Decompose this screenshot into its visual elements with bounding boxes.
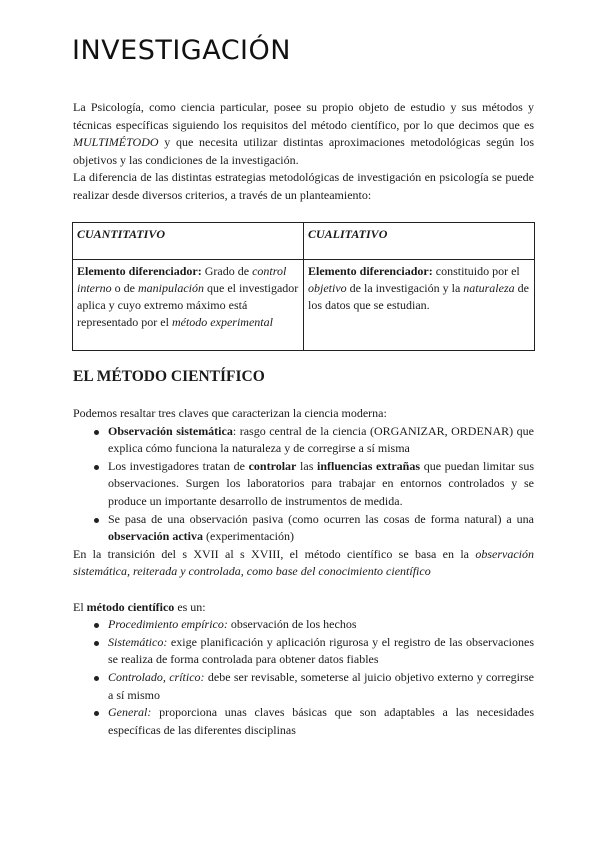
text: La Psicología, como ciencia particular, posee su propio objeto de estudio y sus métodos y técnicas específicas siguiendo los requisitos del método científico, por lo que decimos que es: [73, 100, 534, 132]
text: de la investigación y la: [346, 281, 464, 295]
text: (experimentación): [203, 529, 294, 544]
comparison-table: [72, 222, 535, 351]
transition-paragraph: [73, 546, 534, 581]
label: Elemento diferenciador:: [77, 264, 202, 278]
list-item: [108, 458, 534, 511]
intro: [73, 99, 534, 205]
text: exige planificación y aplicación rigurosa y el registro de las observaciones se realiza de forma controlada para obtener datos fiables: [108, 634, 534, 667]
text: observación de los hechos: [227, 617, 357, 632]
list-item: [108, 616, 534, 634]
features-list: [73, 616, 534, 739]
section-heading: EL MÉTODO CIENTÍFICO: [73, 368, 265, 385]
emphasis: Controlado, crítico:: [108, 669, 205, 684]
list-item: [108, 634, 534, 669]
intro-paragraph-2: La diferencia de las distintas estrategias metodológicas de investigación en psicología se puede realizar desde diversos criterios, a través de un planteamiento:: [73, 170, 534, 202]
text: de los datos que se estudian.: [308, 281, 529, 312]
emphasis: naturaleza: [463, 281, 515, 295]
emphasis: Procedimiento empírico:: [108, 617, 228, 632]
text: que el investigador aplica y cuyo extremo máximo está representado por el: [77, 281, 299, 329]
header-cualitativo: CUALITATIVO: [304, 223, 535, 260]
claves-list: [73, 423, 534, 546]
header-cuantitativo: CUANTITATIVO: [73, 223, 304, 260]
text: Grado de: [201, 264, 253, 278]
text: : rasgo central de la ciencia (ORGANIZAR, ORDENAR) que explica cómo funciona la naturaleza y de corregirse a sí misma: [108, 423, 534, 456]
text: las: [296, 458, 318, 473]
lead-text: Podemos resaltar tres claves que caracterizan la ciencia moderna:: [73, 406, 387, 420]
emphasis: objetivo: [308, 281, 347, 295]
emphasis: método experimental: [171, 315, 273, 329]
text: Los investigadores tratan de: [108, 458, 249, 473]
bold: influencias extrañas: [317, 458, 421, 473]
bold: método científico: [86, 599, 175, 614]
emphasis: manipulación: [138, 281, 204, 295]
emphasis: General:: [108, 705, 152, 720]
text: constituido por el: [432, 264, 520, 278]
list-item: [108, 669, 534, 704]
text: y que necesita utilizar distintas aproximaciones metodológicas según los objetivos y las condiciones de la investigación.: [73, 135, 534, 167]
cell-cuantitativo: [73, 260, 304, 351]
emphasis: MULTIMÉTODO: [73, 135, 159, 150]
emphasis: Sistemático:: [108, 634, 168, 649]
text: que puedan limitar sus observaciones. Surgen los laboratorios para trabajar en entornos controlados y se produce un importante desarrollo de instrumentos de medida.: [108, 458, 534, 508]
text: El: [73, 599, 87, 614]
page-title: INVESTIGACIÓN: [72, 35, 291, 66]
text: proporciona unas claves básicas que son adaptables a las necesidades específicas de las diferentes disciplinas: [108, 705, 534, 737]
label: Elemento diferenciador:: [308, 264, 433, 278]
bold: observación activa: [108, 529, 203, 544]
text: o de: [111, 281, 138, 295]
emphasis: control interno: [77, 264, 287, 295]
section-body: [73, 405, 534, 739]
list-item: [108, 704, 534, 739]
bold: controlar: [248, 458, 297, 473]
cell-cualitativo: [304, 260, 535, 351]
text: Se pasa de una observación pasiva (como ocurren las cosas de forma natural) a una: [108, 511, 534, 526]
list-item: [108, 511, 534, 546]
text: es un:: [174, 599, 206, 614]
definition-lead: [73, 599, 534, 617]
bold: Observación sistemática: [108, 423, 233, 438]
list-item: [108, 423, 534, 458]
intro-paragraph-1: [73, 99, 534, 169]
emphasis: observación sistemática, reiterada y controlada, como base del conocimiento científico: [73, 546, 534, 579]
text: En la transición del s XVII al s XVIII, el método científico se basa en la: [73, 546, 476, 561]
text: debe ser revisable, someterse al juicio objetivo externo y corregirse a sí mismo: [108, 669, 534, 702]
